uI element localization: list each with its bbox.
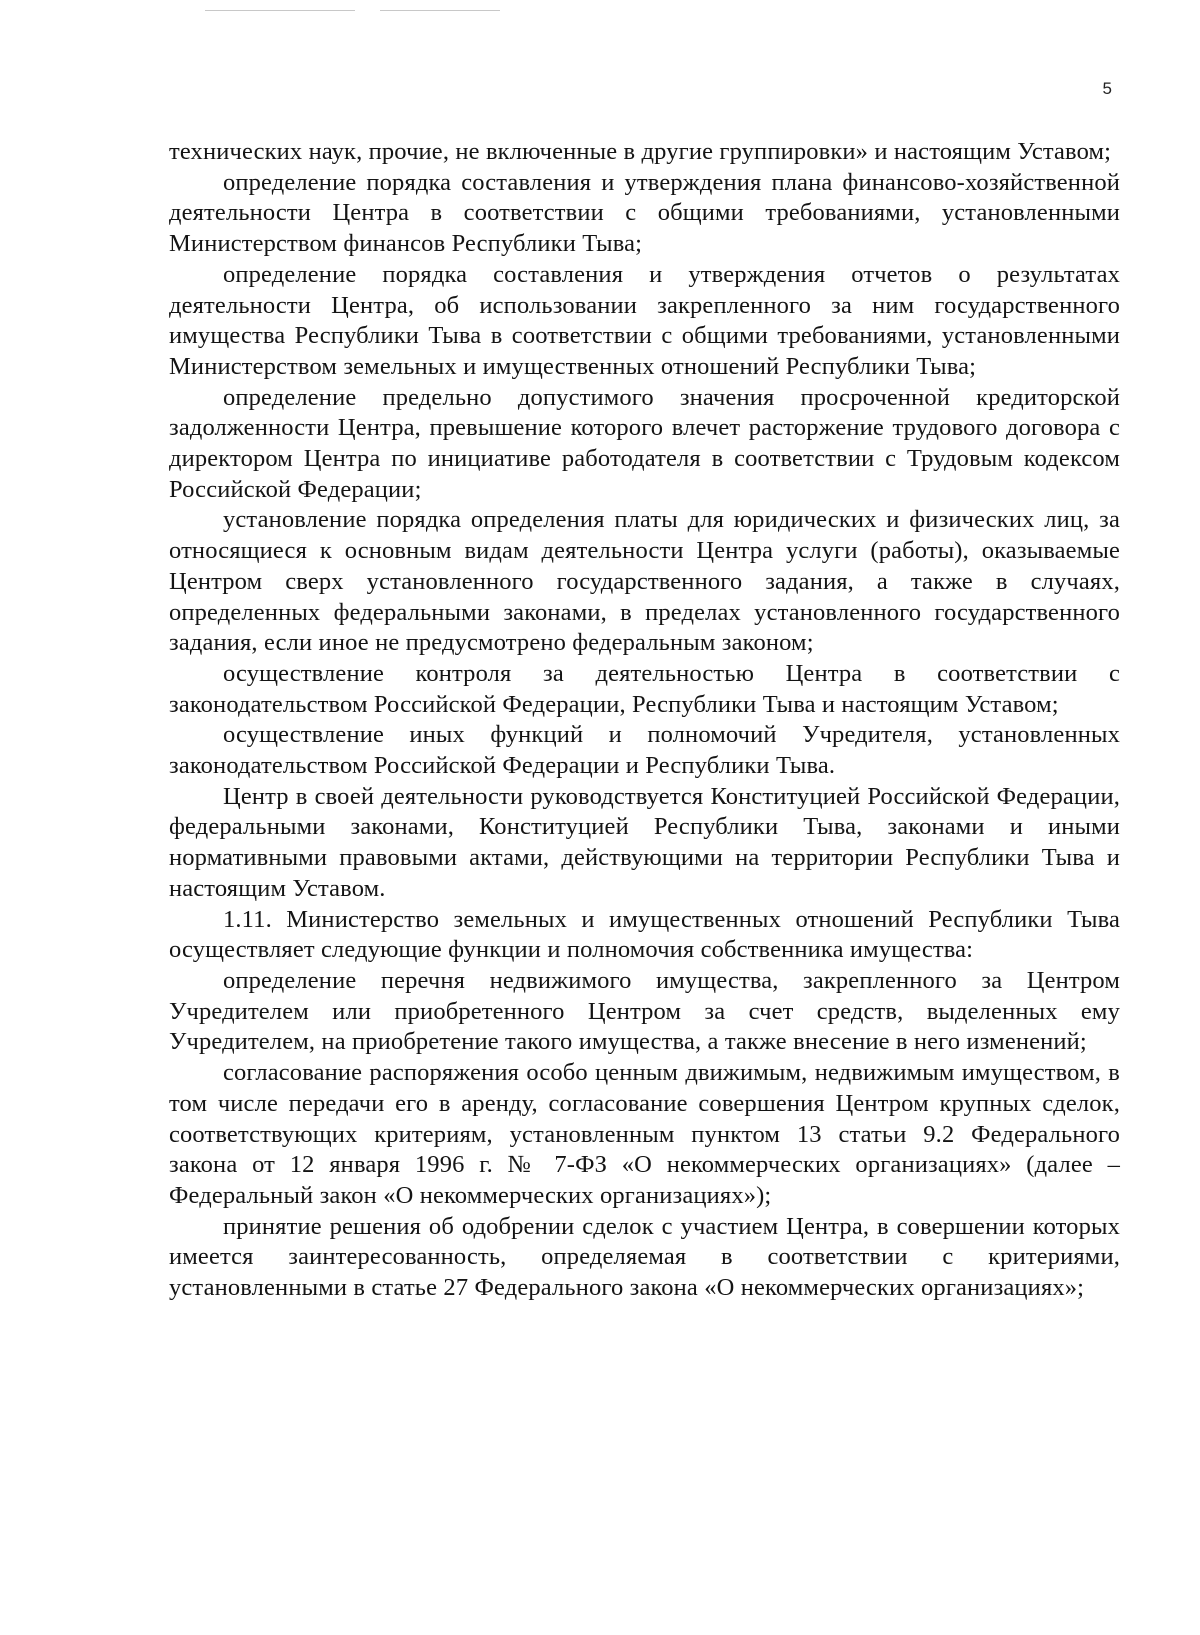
scan-artifact	[205, 10, 355, 11]
scan-artifact	[380, 10, 500, 11]
paragraph: осуществление иных функций и полномочий Учредителя, установленных законодательством Российской Федерации и Республики Тыва.	[169, 721, 1120, 780]
document-body	[169, 137, 1120, 1304]
paragraph: принятие решения об одобрении сделок с участием Центра, в совершении которых имеется заинтересованность, определяемая в соответствии с критериями, установленными в статье 27 Федерального закона «О некоммерческих организациях»;	[169, 1212, 1120, 1302]
paragraph: согласование распоряжения особо ценным движимым, недвижимым имуществом, в том числе передачи его в аренду, согласование совершения Центром крупных сделок, соответствующих критериям, установленным пунктом 13 статьи 9.2 Федерального закона от 12 января 1996 г. № 7-ФЗ «О некоммерческих организациях» (далее – Федеральный закон «О некоммерческих организациях»);	[169, 1059, 1120, 1209]
paragraph: 1.11. Министерство земельных и имущественных отношений Республики Тыва осуществляет следующие функции и полномочия собственника имущества:	[169, 905, 1120, 964]
paragraph: определение предельно допустимого значения просроченной кредиторской задолженности Центра, превышение которого влечет расторжение трудового договора с директором Центра по инициативе работодателя в соответствии с Трудовым кодексом Российской Федерации;	[169, 383, 1120, 503]
paragraph: определение перечня недвижимого имущества, закрепленного за Центром Учредителем или приобретенного Центром за счет средств, выделенных ему Учредителем, на приобретение такого имущества, а также внесение в него изменений;	[169, 966, 1120, 1056]
paragraph: Центр в своей деятельности руководствуется Конституцией Российской Федерации, федеральными законами, Конституцией Республики Тыва, законами и иными нормативными правовыми актами, действующими на территории Республики Тыва и настоящим Уставом.	[169, 782, 1120, 902]
paragraph: установление порядка определения платы для юридических и физических лиц, за относящиеся к основным видам деятельности Центра услуги (работы), оказываемые Центром сверх установленного государственного задания, а также в случаях, определенных федеральными законами, в пределах установленного государственного задания, если иное не предусмотрено федеральным законом;	[169, 506, 1120, 657]
paragraph: технических наук, прочие, не включенные в другие группировки» и настоящим Уставом;	[169, 138, 1112, 165]
page-number: 5	[1102, 79, 1112, 98]
paragraph: определение порядка составления и утверждения отчетов о результатах деятельности Центра, об использовании закрепленного за ним государственного имущества Республики Тыва в соответствии с общими требованиями, установленными Министерством земельных и имущественных отношений Республики Тыва;	[169, 260, 1120, 380]
paragraph: осуществление контроля за деятельностью Центра в соответствии с законодательством Российской Федерации, Республики Тыва и настоящим Уставом;	[169, 659, 1120, 718]
paragraph: определение порядка составления и утверждения плана финансово-хозяйственной деятельности Центра в соответствии с общими требованиями, установленными Министерством финансов Республики Тыва;	[169, 168, 1120, 258]
